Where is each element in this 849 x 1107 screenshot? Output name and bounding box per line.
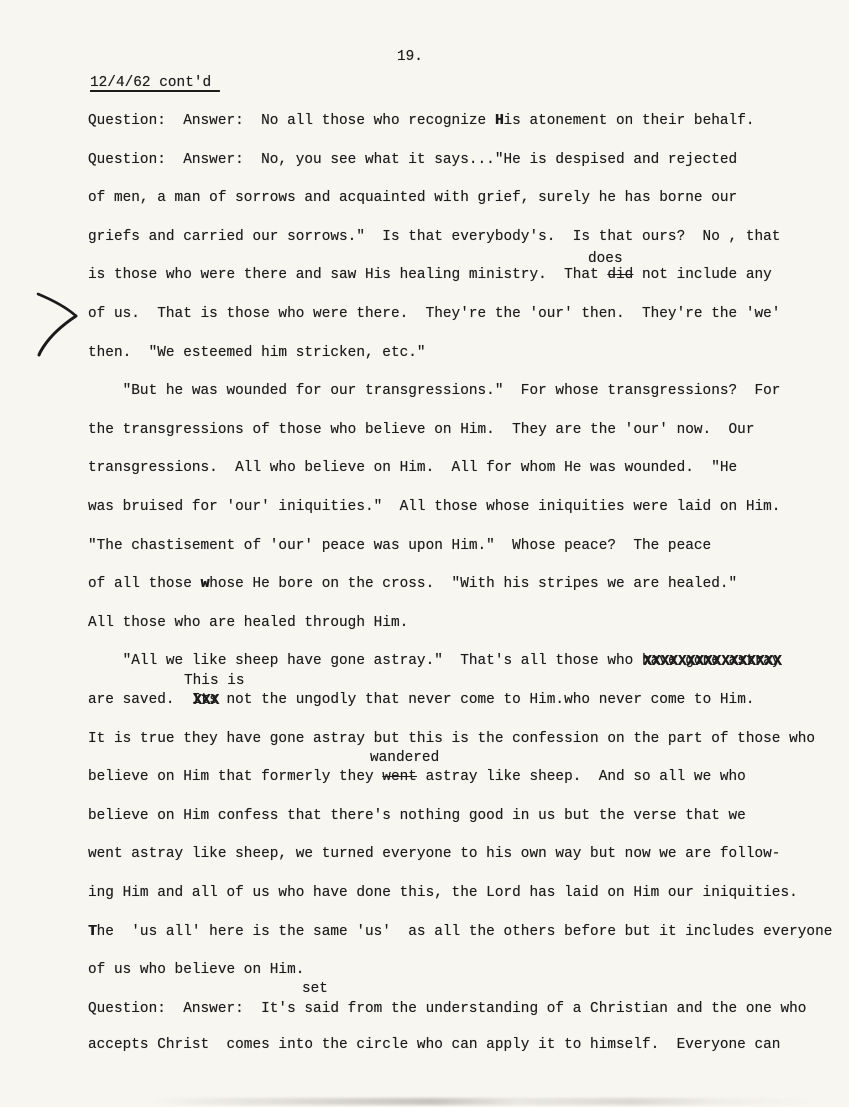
struck-word: did — [607, 267, 634, 284]
text-segment: believe on Him confess that there's nothing good in us but the verse that we — [88, 807, 746, 824]
inserted-word-line — [370, 749, 439, 768]
page-bottom-edge-artifact — [150, 1098, 820, 1105]
text-line — [88, 189, 737, 208]
text-line — [88, 691, 755, 710]
text-line — [88, 228, 780, 247]
text-line — [88, 266, 772, 285]
text-segment: accepts Christ comes into the circle who can apply it to himself. Everyone can — [88, 1037, 781, 1053]
text-line — [88, 421, 755, 440]
text-line — [88, 845, 780, 864]
text-segment: went astray like sheep, we turned everyone to his own way but now we are follow- — [88, 846, 781, 863]
text-line — [88, 652, 780, 671]
text-line — [88, 614, 408, 633]
text-segment: It is true they have gone astray but this is the confession on the part of those who — [88, 730, 816, 747]
text-line — [88, 498, 780, 517]
text-segment: "But he was wounded for our transgressions." For whose transgressions? For — [88, 383, 781, 400]
text-segment: then. "We esteemed him stricken, etc." — [88, 344, 426, 361]
text-line — [88, 730, 815, 749]
text-line — [88, 807, 746, 826]
text-line — [88, 923, 832, 942]
overtyped-letter: H — [494, 113, 504, 129]
xed-out-text: Its XXX — [192, 691, 218, 710]
text-segment: of us. That is those who were there. They're the 'our' then. They're the 'we' — [88, 306, 781, 322]
text-segment: "The chastisement of 'our' peace was upon Him." Whose peace? The peace — [88, 537, 712, 554]
text-segment: does — [588, 251, 623, 267]
text-segment: This is — [184, 673, 245, 689]
text-line — [88, 1036, 780, 1055]
text-segment: of us who believe on Him. — [88, 962, 305, 979]
page-number-line — [397, 48, 423, 67]
text-line — [88, 151, 737, 170]
text-line — [88, 768, 746, 787]
text-segment: the transgressions of those who believe on Him. They are the 'our' now. Our — [88, 421, 755, 438]
text-segment: "All we like sheep have gone astray." That's all those who — [88, 653, 642, 670]
text-segment: set — [302, 981, 328, 997]
text-segment: Question: Answer: No, you see what it says..."He is despised and rejected — [88, 151, 738, 168]
text-segment: was bruised for 'our' iniquities." All those whose iniquities were laid on Him. — [88, 499, 781, 515]
text-segment: 19. — [397, 49, 423, 65]
text-segment: Question: Answer: No all those who recognize — [88, 113, 495, 129]
date-heading-line — [90, 74, 220, 93]
text-segment: believe on Him that formerly they — [88, 769, 383, 786]
text-line — [88, 1000, 806, 1019]
text-segment: he 'us all' here is the same 'us' as all the others before but it includes everyone — [96, 923, 833, 940]
inserted-word-line — [184, 672, 245, 691]
text-segment: All those who are healed through Him. — [88, 614, 409, 631]
underlined-text: 12/4/62 cont'd — [90, 75, 220, 91]
text-line — [88, 537, 711, 556]
overtyped-letter: T — [88, 923, 97, 940]
text-segment: astray like sheep. And so all we who — [416, 769, 746, 786]
xed-out-text: have gone astray XXXXXXXXXXXXXXXX — [642, 652, 781, 671]
text-segment: not include any — [633, 267, 772, 284]
text-segment: are saved. — [88, 692, 192, 708]
text-segment: hose He bore on the cross. "With his stripes we are healed." — [209, 576, 738, 593]
text-segment: griefs and carried our sorrows." Is that everybody's. Is that ours? No , that — [88, 228, 781, 245]
text-segment: is those who were there and saw His healing ministry. That — [88, 267, 608, 284]
text-line — [88, 459, 737, 478]
text-line — [88, 344, 426, 363]
text-line — [88, 961, 304, 980]
inserted-word-line — [302, 980, 328, 999]
text-segment: of all those — [88, 576, 201, 593]
text-line — [88, 112, 755, 131]
margin-chevron-mark — [30, 288, 90, 366]
text-segment: ing Him and all of us who have done this, the Lord has laid on Him our iniquities. — [88, 885, 798, 901]
text-segment: not the ungodly that never come to Him.who never come to Him. — [217, 692, 755, 708]
text-line — [88, 305, 780, 324]
text-segment: wandered — [370, 750, 440, 766]
text-segment: Question: Answer: It's said from the understanding of a Christian and the one who — [88, 1001, 807, 1017]
struck-word: went — [382, 769, 417, 786]
text-line — [88, 884, 798, 903]
text-segment: is atonement on their behalf. — [503, 113, 755, 129]
text-segment: transgressions. All who believe on Him. All for whom He was wounded. "He — [88, 460, 738, 477]
text-segment: of men, a man of sorrows and acquainted with grief, surely he has borne our — [88, 190, 738, 207]
text-line — [88, 575, 737, 594]
text-line — [88, 382, 780, 401]
overtyped-letter: w — [200, 576, 210, 593]
